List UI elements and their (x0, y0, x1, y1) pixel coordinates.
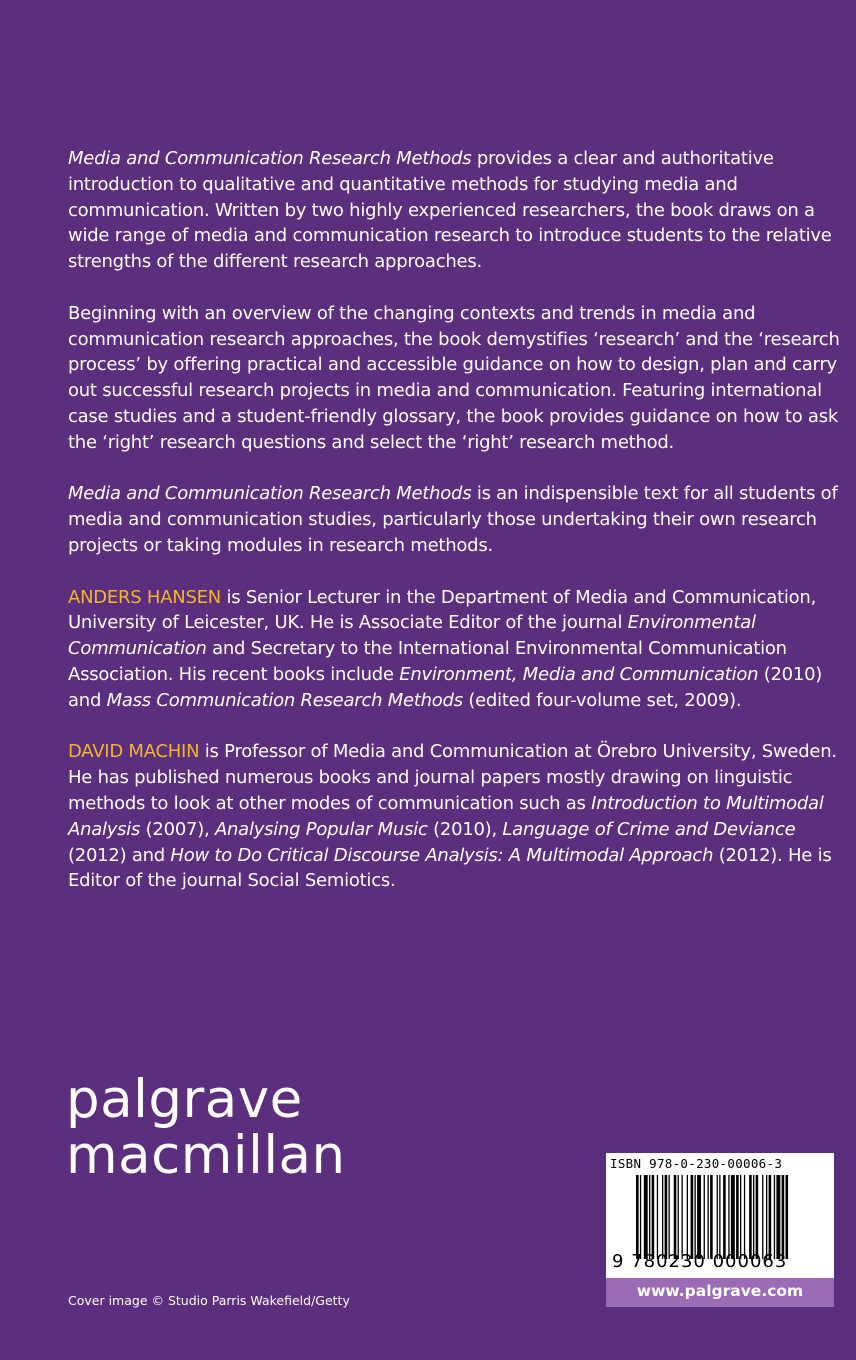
book-title: Media and Communication Research Methods (68, 483, 472, 505)
isbn-barcode-box (606, 1153, 834, 1278)
book-title: Media and Communication Research Methods (68, 148, 472, 169)
barcode-bar (678, 1175, 679, 1259)
blurb-paragraph-3 (68, 481, 843, 558)
barcode-digits: 9 780230 000063 (612, 1251, 788, 1272)
barcode-bar (728, 1175, 729, 1259)
barcode-bar (782, 1175, 785, 1259)
barcode-bar (657, 1175, 658, 1259)
barcode-bar (674, 1175, 677, 1259)
barcode-bar (753, 1175, 754, 1259)
barcode-bar (744, 1175, 745, 1259)
publisher-logo (66, 1069, 346, 1186)
bio-text: (2007), (140, 818, 215, 840)
barcode-bar (662, 1175, 663, 1259)
barcode-bar (719, 1175, 720, 1259)
barcode-bar (644, 1175, 648, 1259)
barcode-bar (687, 1175, 688, 1259)
bio-text: (2012) and (68, 844, 171, 866)
blurb-paragraph-1 (68, 146, 843, 275)
logo-line-2: macmillan (66, 1125, 346, 1186)
publisher-url[interactable]: www.palgrave.com (636, 1282, 804, 1300)
bio-text: (2012). He is Editor of the journal Social Semiotics. (68, 844, 832, 892)
blurb-text: is an indispensible text for all students of media and communication studies, particularly those undertaking their own research projects or taking modules in research methods. (68, 483, 838, 556)
barcode-bar (776, 1175, 780, 1259)
book-title: Mass Communication Research Methods (106, 689, 463, 711)
barcode-bar (710, 1175, 713, 1259)
author-bio-1 (68, 585, 843, 714)
isbn-label: ISBN 978-0-230-00006-3 (610, 1156, 783, 1171)
barcode-bar (636, 1175, 639, 1259)
book-title: How to Do Critical Discourse Analysis: A Multimodal Approach (170, 844, 714, 866)
cover-image-credit: Cover image © Studio Parris Wakefield/Getty (68, 1293, 350, 1308)
barcode-bar (769, 1175, 772, 1259)
book-title: Introduction to Multimodal Analysis (68, 792, 824, 840)
book-title: Language of Crime and Deviance (502, 818, 796, 840)
bio-text: is Professor of Media and Communication at Örebro University, Sweden. He has published numerous books and journal papers mostly drawing on linguistic methods to look at other modes of communication such as (68, 741, 837, 814)
barcode-bar (708, 1175, 709, 1259)
bio-text: is Senior Lecturer in the Department of Media and Communication, University of Leicester, UK. He is Associate Editor of the journal (68, 586, 817, 634)
book-title: Environment, Media and Communication (399, 663, 759, 685)
book-title: Analysing Popular Music (214, 818, 428, 840)
barcode-bar (740, 1175, 741, 1259)
blurb-text: Beginning with an overview of the changing contexts and trends in media and communication research approaches, the book demystifies ‘research’ and the ‘research process’ by offering practical and accessible guidance on how to design, plan and carry out successful research projects in media and communication. Featuring international case studies and a student-friendly glossary, the book provides guidance on how to ask the ‘right’ research questions and select the ‘right’ research method. (68, 302, 840, 453)
barcode-bar (786, 1175, 789, 1259)
bio-text: (2010) and (68, 663, 823, 711)
barcode-bar (749, 1175, 752, 1259)
bio-text: and Secretary to the International Environmental Communication Association. His recent books include (68, 638, 787, 685)
back-cover-blurb (68, 146, 843, 920)
barcode-bar (717, 1175, 718, 1259)
barcode-bar (640, 1175, 641, 1259)
blurb-paragraph-2 (68, 301, 843, 456)
barcode-bar (766, 1175, 767, 1259)
barcode-bar (756, 1175, 759, 1259)
barcode-bar (762, 1175, 763, 1259)
barcode-bar (731, 1175, 735, 1259)
barcode-bar (669, 1175, 670, 1259)
publisher-url-band (606, 1278, 834, 1307)
author-name: ANDERS HANSEN (68, 586, 221, 608)
barcode-bar (682, 1175, 683, 1259)
barcode-bar (665, 1175, 668, 1259)
barcode-bar (774, 1175, 775, 1259)
author-bio-2 (68, 739, 843, 894)
journal-title: Environmental Communication (68, 612, 756, 660)
barcode-bar (691, 1175, 694, 1259)
barcode (636, 1175, 826, 1259)
barcode-bar (723, 1175, 726, 1259)
bio-text: (edited four-volume set, 2009). (462, 689, 742, 711)
bio-text: (2010), (427, 818, 503, 840)
barcode-bar (695, 1175, 696, 1259)
barcode-bar (697, 1175, 701, 1259)
author-name: DAVID MACHIN (68, 741, 200, 763)
barcode-bar (704, 1175, 705, 1259)
barcode-bar (649, 1175, 650, 1259)
blurb-text: provides a clear and authoritative introduction to qualitative and quantitative methods for studying media and communication. Written by two highly experienced researchers, the book draws on a wide range of media and communication research to introduce students to the relative strengths of the different research approaches. (68, 148, 832, 273)
barcode-bar (736, 1175, 739, 1259)
barcode-bar (652, 1175, 655, 1259)
logo-line-1: palgrave (66, 1069, 303, 1130)
